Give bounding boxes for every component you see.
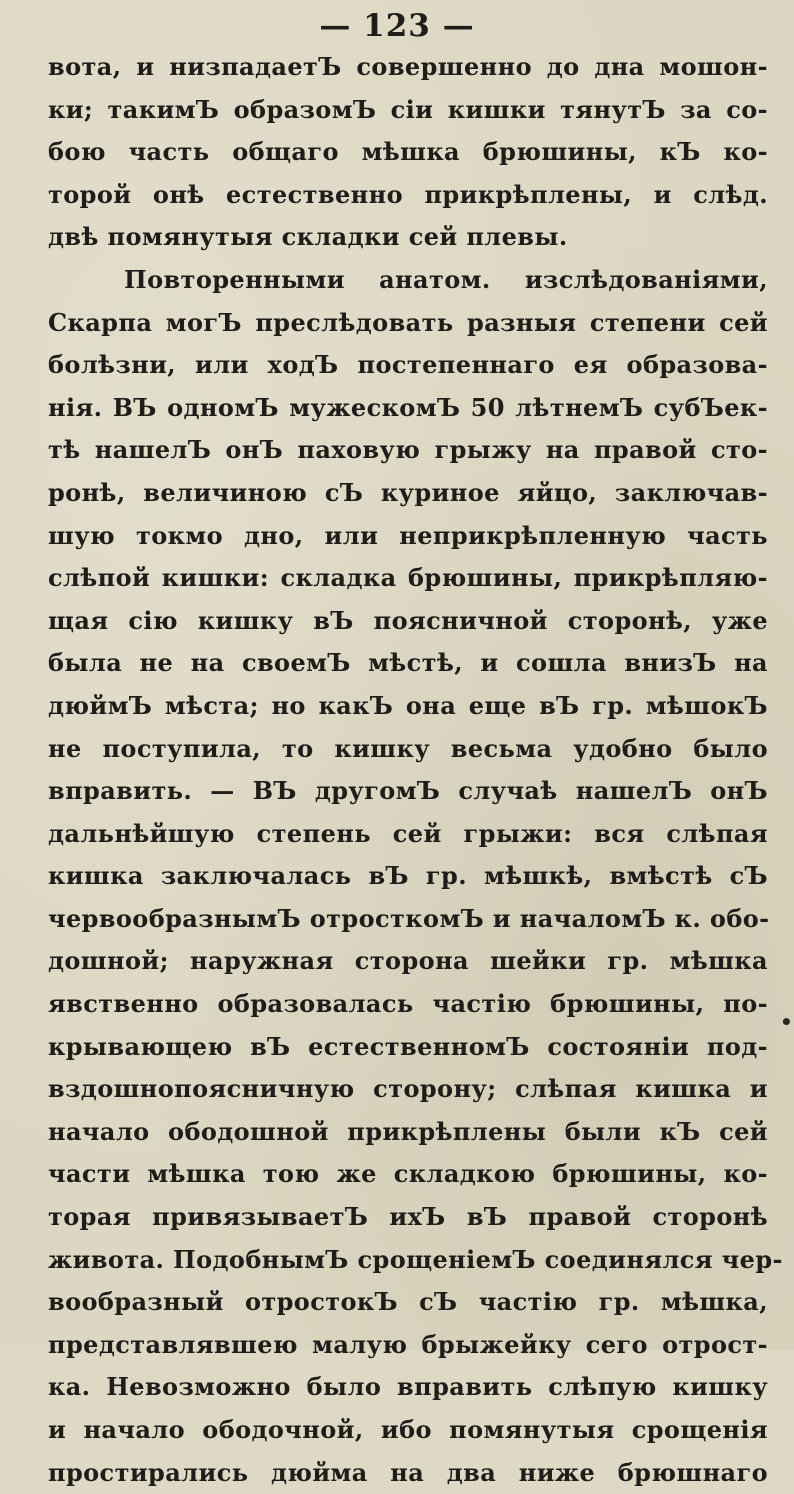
text-line: двѣ помянутыя складки сей плевы. [48,222,568,252]
text-line: нiя. ВЪ одномЪ мужескомЪ 50 лѣтнемЪ субЪек- [48,392,768,422]
margin-speck: • [780,1010,793,1034]
text-line: дошной; наружная сторона шейки гр. мѣшка [48,946,768,976]
text-line: вправить. — ВЪ другомЪ случаѣ нашелЪ онЪ [48,776,768,806]
text-line: была не на своемЪ мѣстѣ, и сошла внизЪ на [48,648,768,678]
text-line: шую токмо дно, или неприкрѣпленную часть [48,520,768,550]
text-line: ки; такимЪ образомЪ сiи кишки тянутЪ за со- [48,94,768,124]
text-line: тѣ нашелЪ онЪ паховую грыжу на правой сто- [48,435,768,465]
text-line: и начало ободочной, ибо помянутыя срощенiя [48,1415,768,1444]
text-line: не поступила, то кишку весьма удобно было [48,733,768,763]
text-line: щая сiю кишку вЪ поясничной сторонѣ, уже [48,605,768,635]
text-line: явственно образовалась частiю брюшины, по- [48,989,768,1019]
text-line: червообразнымЪ отросткомЪ и началомЪ к. обо- [48,903,770,933]
text-line: торая привязываетЪ ихЪ вЪ правой сторонѣ [48,1202,768,1232]
text-line: вота, и низпадаетЪ совершенно до дна мошон- [48,52,768,81]
text-line: крывающею вЪ естественномЪ состоянiи под- [48,1031,768,1061]
text-line: ронѣ, величиною сЪ куриное яйцо, заключав- [48,477,768,507]
text-line: начало ободошной прикрѣплены были кЪ сей [48,1116,768,1146]
text-line: дальнѣйшую степень сей грыжи: вся слѣпая [48,818,768,848]
paragraph-first-line: Повторенными анатом. изслѣдованiями, [124,264,768,294]
text-line: простирались дюйма на два ниже брюшнаго [48,1457,768,1487]
text-line: кишка заключалась вЪ гр. мѣшкѣ, вмѣстѣ сЪ [48,861,768,891]
page-number-header: — 123 — [319,8,475,44]
text-line: вздошнопоясничную сторону; слѣпая кишка и [48,1074,768,1104]
text-line: вообразный отростокЪ сЪ частiю гр. мѣшка, [48,1287,768,1317]
text-line: Скарпа могЪ преслѣдовать разныя степени сей [48,307,768,337]
text-line: бою часть общаго мѣшка брюшины, кЪ ко- [48,137,768,167]
text-line: представлявшею малую брыжейку сего отрост- [48,1329,768,1359]
text-line: части мѣшка тою же складкою брюшины, ко- [48,1159,768,1189]
text-line: болѣзни, или ходЪ постепеннаго ея образова- [48,350,768,380]
text-line: торой онѣ естественно прикрѣплены, и слѣд. [48,179,768,209]
text-line: ка. Невозможно было вправить слѣпую кишку [48,1372,768,1402]
text-line: слѣпой кишки: складка брюшины, прикрѣпляю- [48,563,768,593]
text-line: дюймЪ мѣста; но какЪ она еще вЪ гр. мѣшокЪ [48,690,768,720]
text-line: живота. ПодобнымЪ срощенiемЪ соединялся чер- [48,1244,783,1274]
body-text [48,46,783,1494]
